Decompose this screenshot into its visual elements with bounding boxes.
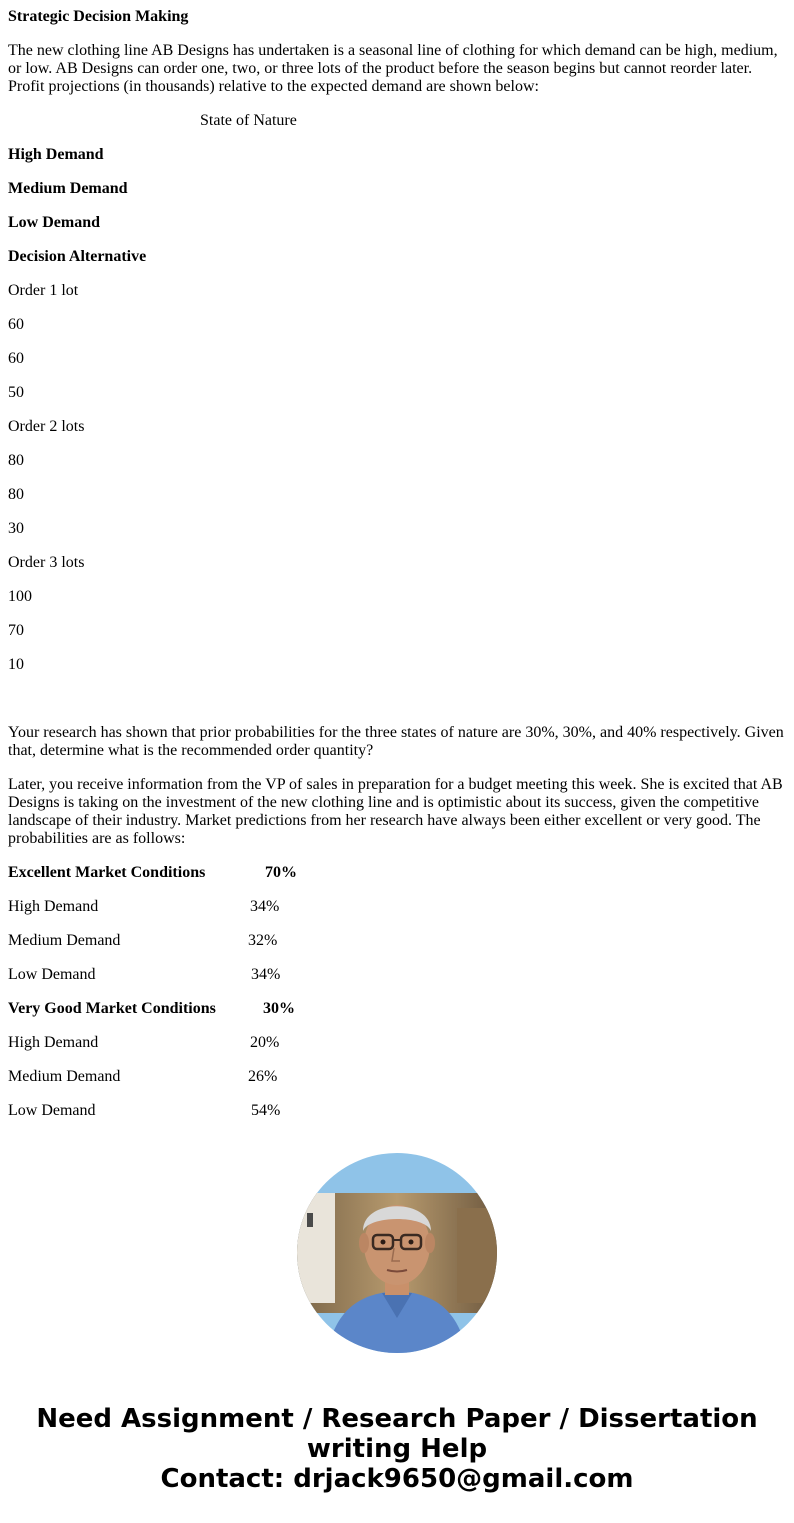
author-avatar (297, 1153, 497, 1353)
condition-label: Very Good Market Conditions (8, 1000, 216, 1017)
alternative-value: 60 (8, 316, 24, 333)
document-body (8, 0, 786, 1136)
condition-probability: 70% (265, 864, 297, 881)
condition-row (8, 1102, 786, 1120)
vp-paragraph: Later, you receive information from the VP of sales in preparation for a budget meeting this week. She is excited that AB Designs is taking on the investment of the new clothing line and is optimistic about its success, given the competitive landscape of their industry. Market predictions from her research have always been either excellent or very good. The probabilities are as follows: (8, 776, 783, 847)
condition-row (8, 1034, 786, 1052)
alternative-value: 80 (8, 452, 24, 469)
alternative-label: Order 2 lots (8, 418, 85, 435)
condition-heading-excellent (8, 864, 786, 882)
header-medium-demand: Medium Demand (8, 180, 128, 197)
alternative-label: Order 1 lot (8, 282, 79, 299)
header-decision-alternative: Decision Alternative (8, 248, 147, 265)
alternative-value: 10 (8, 656, 24, 673)
row-label: Low Demand (8, 966, 96, 983)
row-label: High Demand (8, 898, 99, 915)
row-value: 54% (251, 1102, 281, 1119)
promo-footer (0, 1404, 794, 1494)
row-label: Low Demand (8, 1102, 96, 1119)
question-paragraph: Your research has shown that prior probabilities for the three states of nature are 30%, 30%, and 40% respectively. Given that, determine what is the recommended order quantity? (8, 724, 784, 759)
footer-contact: Contact: drjack9650@gmail.com (160, 1464, 634, 1494)
row-value: 32% (248, 932, 278, 949)
row-value: 20% (250, 1034, 280, 1051)
header-low-demand: Low Demand (8, 214, 101, 231)
row-value: 34% (250, 898, 280, 915)
alternative-value: 60 (8, 350, 24, 367)
footer-line-1: Need Assignment / Research Paper / Dissertation (36, 1404, 758, 1434)
alternative-value: 100 (8, 588, 32, 605)
blank-line (8, 690, 786, 708)
condition-row (8, 898, 786, 916)
condition-probability: 30% (263, 1000, 295, 1017)
row-value: 34% (251, 966, 281, 983)
intro-paragraph: The new clothing line AB Designs has undertaken is a seasonal line of clothing for which demand can be high, medium, or low. AB Designs can order one, two, or three lots of the product before the season begins but cannot reorder later. Profit projections (in thousands) relative to the expected demand are shown below: (8, 42, 778, 95)
condition-row (8, 1068, 786, 1086)
header-high-demand: High Demand (8, 146, 104, 163)
document-title: Strategic Decision Making (8, 8, 189, 25)
row-label: Medium Demand (8, 932, 121, 949)
condition-row (8, 966, 786, 984)
state-of-nature-label: State of Nature (200, 112, 297, 129)
alternative-value: 80 (8, 486, 24, 503)
condition-label: Excellent Market Conditions (8, 864, 206, 881)
alternative-value: 30 (8, 520, 24, 537)
condition-row (8, 932, 786, 950)
alternative-value: 70 (8, 622, 24, 639)
footer-line-2: writing Help (306, 1434, 488, 1464)
alternative-label: Order 3 lots (8, 554, 85, 571)
condition-heading-very-good (8, 1000, 786, 1018)
author-portrait-illustration (297, 1153, 497, 1353)
row-label: Medium Demand (8, 1068, 121, 1085)
row-value: 26% (248, 1068, 278, 1085)
alternative-value: 50 (8, 384, 24, 401)
row-label: High Demand (8, 1034, 99, 1051)
